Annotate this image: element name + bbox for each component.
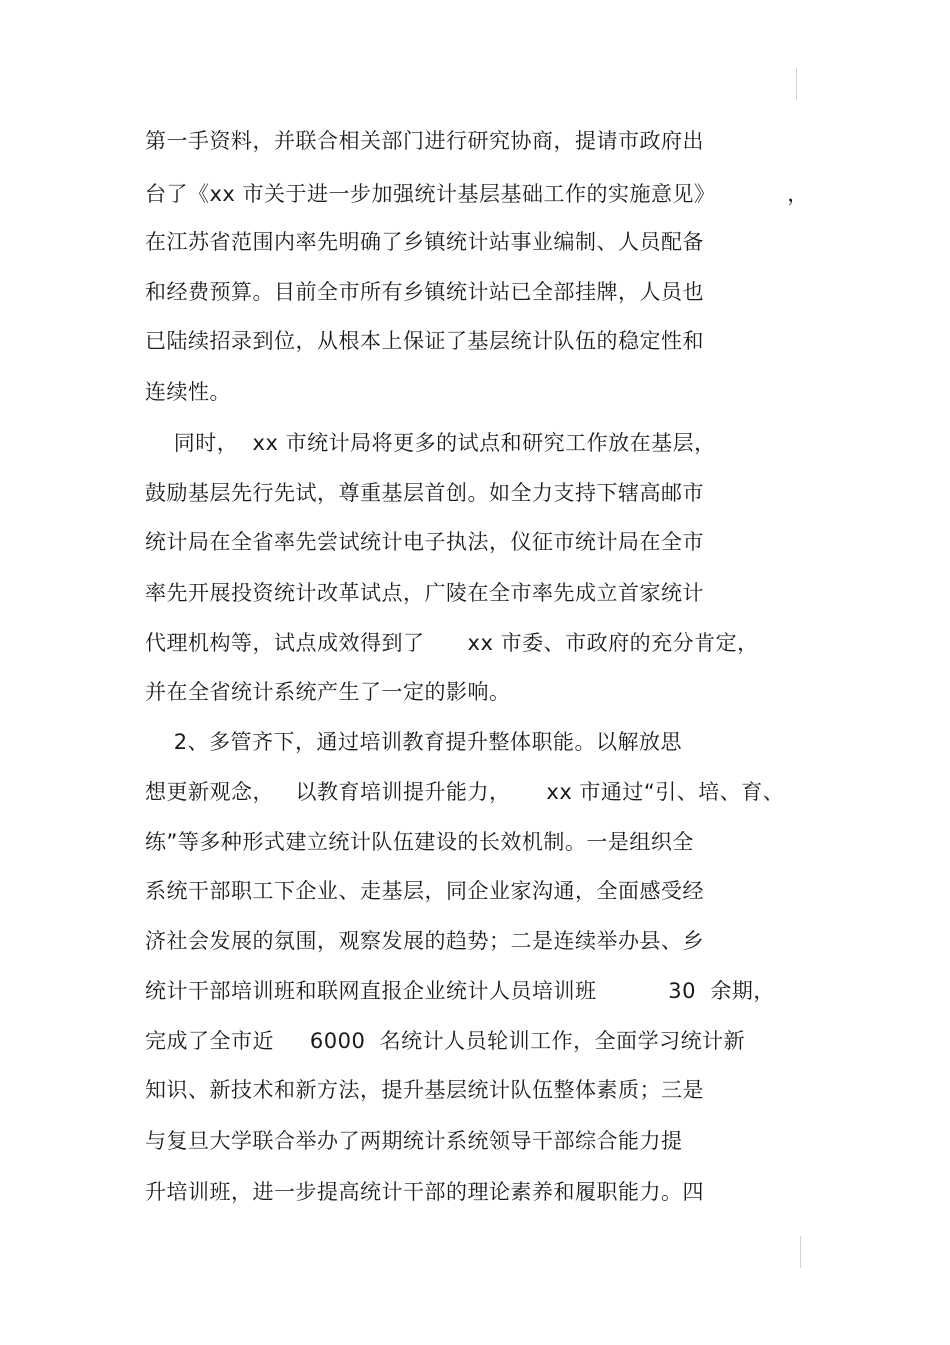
text-line: 并在全省统计系统产生了一定的影响。 xyxy=(145,680,511,704)
text-line: 鼓励基层先行先试，尊重基层首创。如全力支持下辖高邮市 xyxy=(145,481,704,505)
text-line: 在江苏省范围内率先明确了乡镇统计站事业编制、人员配备 xyxy=(145,230,704,254)
text-line: 济社会发展的氛围，观察发展的趋势；二是连续举办县、乡 xyxy=(145,929,704,953)
text-line: 与复旦大学联合举办了两期统计系统领导干部综合能力提 xyxy=(145,1129,683,1153)
text-line: 升培训班，进一步提高统计干部的理论素养和履职能力。四 xyxy=(145,1180,704,1204)
text-line: 台了《xx 市关于进一步加强统计基层基础工作的实施意见》 ， xyxy=(145,182,809,206)
text-line: 完成了全市近 6000 名统计人员轮训工作，全面学习统计新 xyxy=(145,1029,746,1053)
text-line: 率先开展投资统计改革试点，广陵在全市率先成立首家统计 xyxy=(145,581,704,605)
text-line: 知识、新技术和新方法，提升基层统计队伍整体素质；三是 xyxy=(145,1078,704,1102)
margin-mark-top xyxy=(796,68,797,100)
margin-mark-bottom xyxy=(800,1236,801,1268)
text-line: 练”等多种形式建立统计队伍建设的长效机制。一是组织全 xyxy=(145,830,694,854)
text-line: 2、多管齐下，通过培训教育提升整体职能。以解放思 xyxy=(145,730,683,754)
text-line: 想更新观念， 以教育培训提升能力， xx 市通过“引、培、育、 xyxy=(145,780,785,804)
text-line: 系统干部职工下企业、走基层，同企业家沟通，全面感受经 xyxy=(145,879,704,903)
text-line: 连续性。 xyxy=(145,380,231,404)
text-line: 第一手资料，并联合相关部门进行研究协商，提请市政府出 xyxy=(145,129,704,153)
text-line: 和经费预算。目前全市所有乡镇统计站已全部挂牌，人员也 xyxy=(145,280,704,304)
text-line: 统计干部培训班和联网直报企业统计人员培训班 30 余期， xyxy=(145,979,775,1003)
text-line: 代理机构等，试点成效得到了 xx 市委、市政府的充分肯定， xyxy=(145,631,759,655)
text-line: 同时， xx 市统计局将更多的试点和研究工作放在基层， xyxy=(145,431,716,455)
text-line: 统计局在全省率先尝试统计电子执法，仪征市统计局在全市 xyxy=(145,530,704,554)
text-line: 已陆续招录到位，从根本上保证了基层统计队伍的稳定性和 xyxy=(145,329,704,353)
